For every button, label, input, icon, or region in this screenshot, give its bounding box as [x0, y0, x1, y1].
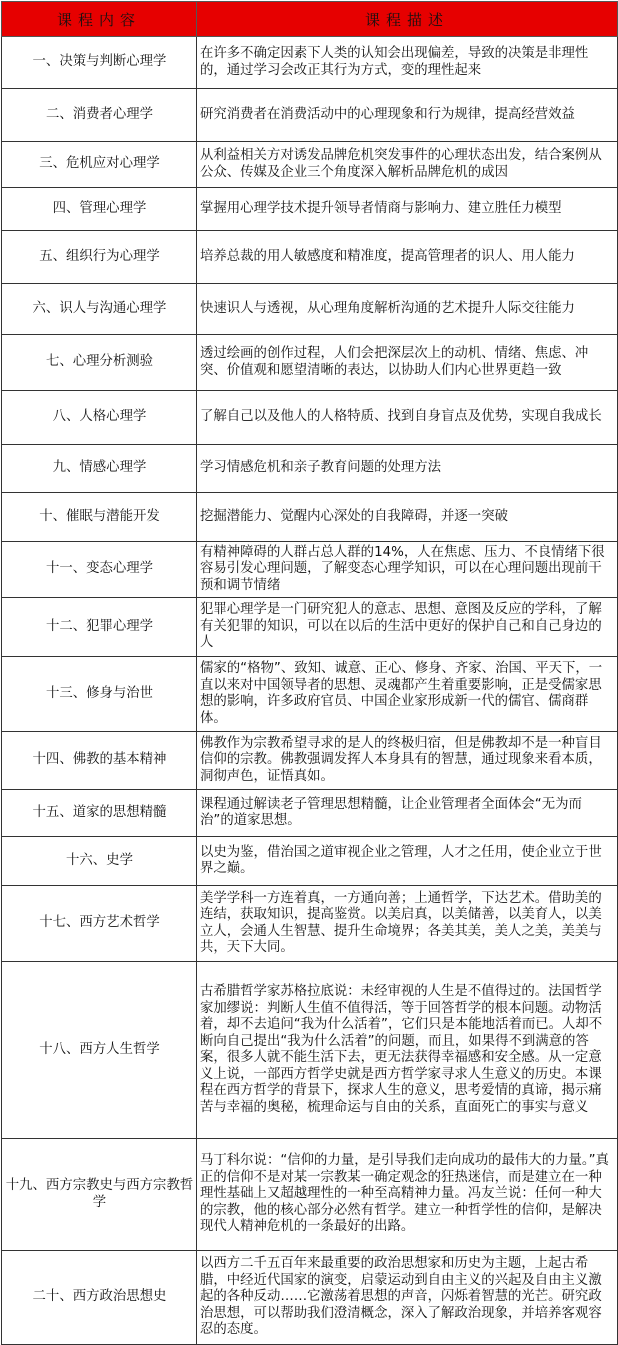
course-description: 美学学科一方连着真，一方通向善；上通哲学，下达艺术。借助美的连结，获取知识，提高鉴赏。以美启真，以美储善，以美育人，以美立人，会通人生智慧、提升生命境界；各美其美，美人之美，美美与共，天下大同。 — [197, 886, 618, 962]
course-description: 掌握用心理学技术提升领导者情商与影响力、建立胜任力模型 — [197, 188, 618, 231]
course-name: 四、管理心理学 — [2, 188, 197, 231]
course-description: 研究消费者在消费活动中的心理现象和行为规律，提高经营效益 — [197, 89, 618, 142]
course-description: 佛教作为宗教希望寻求的是人的终极归宿，但是佛教却不是一种盲目信仰的宗教。佛教强调发挥人本身具有的智慧，通过现象来看本质，洞彻声色，证悟真如。 — [197, 732, 618, 790]
table-row — [2, 1251, 618, 1345]
course-description: 儒家的“格物”、致知、诚意、正心、修身、齐家、治国、平天下，一直以来对中国领导者的思想、灵魂都产生着重要影响，正是受儒家思想的影响，许多政府官员、中国企业家形成新一代的儒官、儒商群体。 — [197, 657, 618, 732]
course-description: 马丁科尔说：“信仰的力量，是引导我们走向成功的最伟大的力量。”真正的信仰不是对某一宗教某一确定观念的狂热迷信，而是建立在一种理性基础上又超越理性的一种至高精神力量。冯友兰说：任何一种大的宗教，他的核心部分必然有哲学。建立一种哲学性的信仰，是解决现代人精神危机的一条最好的出路。 — [197, 1139, 618, 1251]
course-name: 五、组织行为心理学 — [2, 231, 197, 284]
table-row — [2, 445, 618, 493]
course-name: 十二、犯罪心理学 — [2, 598, 197, 657]
course-name: 七、心理分析测验 — [2, 335, 197, 391]
table-row — [2, 542, 618, 598]
course-description: 挖掘潜能力、觉醒内心深处的自我障碍，并逐一突破 — [197, 493, 618, 542]
table-row — [2, 89, 618, 142]
course-name: 十三、修身与治世 — [2, 657, 197, 732]
course-description: 犯罪心理学是一门研究犯人的意志、思想、意图及反应的学科，了解有关犯罪的知识，可以在以后的生活中更好的保护自己和自己身边的人 — [197, 598, 618, 657]
course-name: 十九、西方宗教史与西方宗教哲学 — [2, 1139, 197, 1251]
course-name: 十五、道家的思想精髓 — [2, 790, 197, 837]
course-description: 有精神障碍的人群占总人群的14%，人在焦虑、压力、不良情绪下很容易引发心理问题，了解变态心理学知识，可以在心理问题出现前干预和调节情绪 — [197, 542, 618, 598]
course-description: 透过绘画的创作过程，人们会把深层次上的动机、情绪、焦虑、冲突、价值观和愿望清晰的表达，以协助人们内心世界更趋一致 — [197, 335, 618, 391]
course-description: 以史为鉴，借治国之道审视企业之管理，人才之任用，使企业立于世界之巅。 — [197, 837, 618, 886]
course-name: 八、人格心理学 — [2, 391, 197, 445]
table-row — [2, 837, 618, 886]
table-header-row — [2, 2, 618, 37]
table-row — [2, 37, 618, 89]
course-name: 十、催眠与潜能开发 — [2, 493, 197, 542]
course-description: 快速识人与透视，从心理角度解析沟通的艺术提升人际交往能力 — [197, 284, 618, 335]
course-description: 古希腊哲学家苏格拉底说：未经审视的人生是不值得过的。法国哲学家加缪说：判断人生值不值得活，等于回答哲学的根本问题。动物活着，却不去追问“我为什么活着”，它们只是本能地活着而已。人却不断向自己提出“我为什么活着”的问题，而且，如果得不到满意的答案，很多人就不能生活下去，更无法获得幸福感和安全感。从一定意义上说，一部西方哲学史就是西方哲学家寻求人生意义的历史。本课程在西方哲学的背景下，探求人生的意义，思考爱情的真谛，揭示痛苦与幸福的奥秘，梳理命运与自由的关系，直面死亡的事实与意义 — [197, 962, 618, 1139]
header-course-content: 课程内容 — [2, 2, 197, 37]
table-row — [2, 142, 618, 188]
course-description: 从利益相关方对诱发品牌危机突发事件的心理状态出发，结合案例从公众、传媒及企业三个角度深入解析品牌危机的成因 — [197, 142, 618, 188]
table-row — [2, 732, 618, 790]
course-name: 十八、西方人生哲学 — [2, 962, 197, 1139]
table-row — [2, 598, 618, 657]
course-description: 课程通过解读老子管理思想精髓，让企业管理者全面体会“无为而治”的道家思想。 — [197, 790, 618, 837]
course-description: 了解自己以及他人的人格特质、找到自身盲点及优势，实现自我成长 — [197, 391, 618, 445]
course-name: 十七、西方艺术哲学 — [2, 886, 197, 962]
table-row — [2, 657, 618, 732]
header-course-description: 课程描述 — [197, 2, 618, 37]
course-name: 九、情感心理学 — [2, 445, 197, 493]
table-row — [2, 962, 618, 1139]
course-description: 以西方二千五百年来最重要的政治思想家和历史为主题，上起古希腊，中经近代国家的演变，启蒙运动到自由主义的兴起及自由主义激起的各种反动……它激荡着思想的声音，闪烁着智慧的光芒。研究政治思想，可以帮助我们澄清概念，深入了解政治现象，并培养客观容忍的态度。 — [197, 1251, 618, 1345]
course-description: 培养总裁的用人敏感度和精准度，提高管理者的识人、用人能力 — [197, 231, 618, 284]
course-name: 一、决策与判断心理学 — [2, 37, 197, 89]
course-description: 学习情感危机和亲子教育问题的处理方法 — [197, 445, 618, 493]
course-name: 十四、佛教的基本精神 — [2, 732, 197, 790]
table-row — [2, 790, 618, 837]
course-name: 二、消费者心理学 — [2, 89, 197, 142]
table-row — [2, 886, 618, 962]
course-name: 十六、史学 — [2, 837, 197, 886]
table-row — [2, 391, 618, 445]
course-name: 六、识人与沟通心理学 — [2, 284, 197, 335]
course-name: 三、危机应对心理学 — [2, 142, 197, 188]
table-row — [2, 1139, 618, 1251]
table-row — [2, 493, 618, 542]
course-name: 十一、变态心理学 — [2, 542, 197, 598]
table-row — [2, 284, 618, 335]
course-name: 二十、西方政治思想史 — [2, 1251, 197, 1345]
table-row — [2, 335, 618, 391]
course-table — [1, 1, 618, 1345]
course-description: 在许多不确定因素下人类的认知会出现偏差，导致的决策是非理性的，通过学习会改正其行为方式，变的理性起来 — [197, 37, 618, 89]
table-row — [2, 231, 618, 284]
table-row — [2, 188, 618, 231]
